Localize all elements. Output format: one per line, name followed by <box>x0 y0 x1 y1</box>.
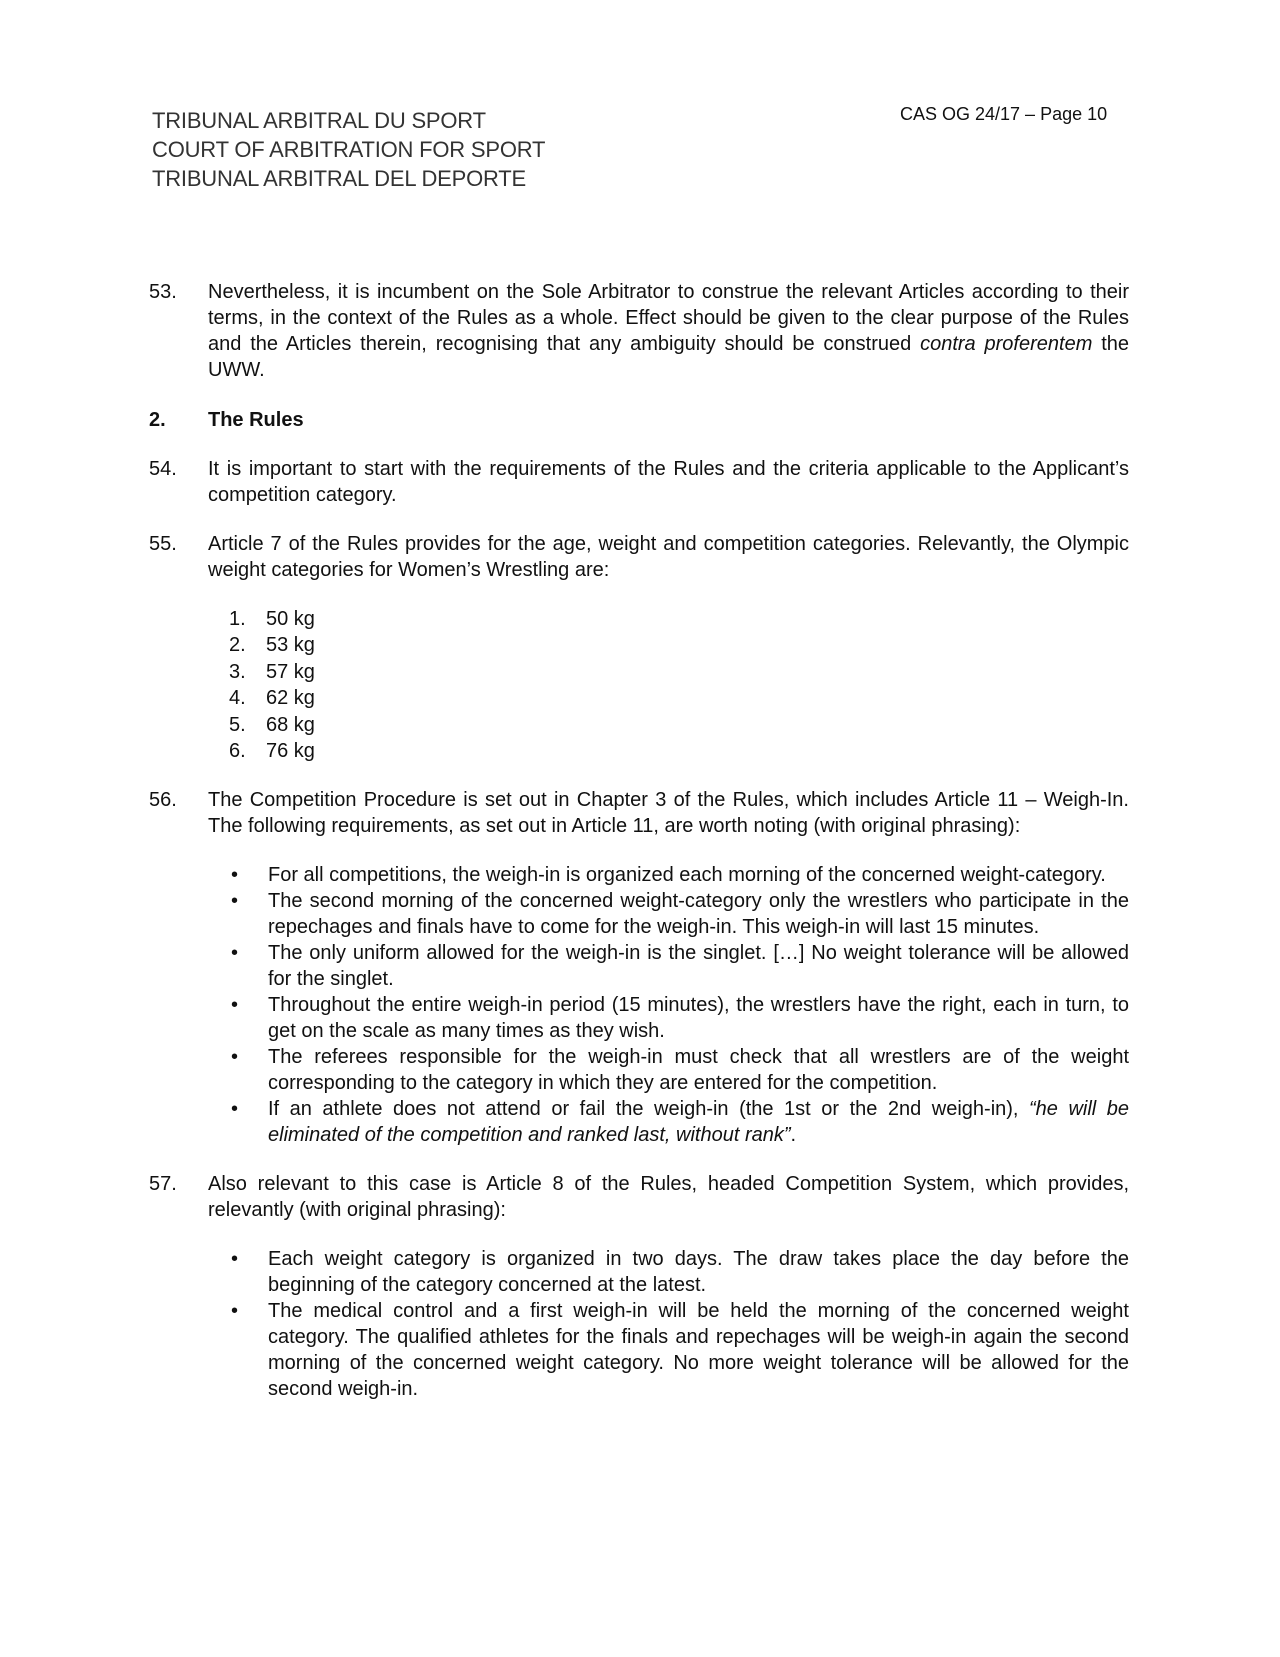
section-number: 2. <box>149 409 166 431</box>
weight-label: 57 kg <box>266 660 315 683</box>
text-run: the UWW. <box>208 333 1130 381</box>
bullet-icon: • <box>231 1248 239 1271</box>
paragraph-text: Article 7 of the Rules provides for the age, weight and competition categories. Relevantly, the Olympic weight categories for Women’s Wrestling are: <box>208 533 1129 581</box>
paragraph-57 <box>149 1171 1129 1223</box>
list-item <box>229 738 1129 764</box>
list-item <box>229 632 1129 658</box>
paragraph-text: Also relevant to this case is Article 8 of the Rules, headed Competition System, which provides, relevantly (with original phrasing): <box>208 1173 1129 1222</box>
list-item <box>229 1298 1129 1402</box>
bullet-text: Each weight category is organized in two days. The draw takes place the day before the beginning of the category concerned at the latest. <box>268 1248 1129 1297</box>
paragraph-54 <box>149 456 1129 508</box>
weigh-in-requirements-list <box>149 862 1129 1148</box>
list-item <box>229 888 1129 940</box>
weight-label: 62 kg <box>266 687 315 710</box>
paragraph-text <box>208 279 1129 383</box>
list-item <box>229 659 1129 685</box>
list-number: 3. <box>229 660 246 683</box>
paragraph-number: 54. <box>149 458 177 480</box>
bullet-icon: • <box>231 1098 239 1121</box>
list-item <box>229 1246 1129 1298</box>
competition-system-list <box>149 1246 1129 1402</box>
paragraph-text: The Competition Procedure is set out in Chapter 3 of the Rules, which includes Article 11 – Weigh-In. The following requirements, as set out in Article 11, are worth noting (with original phrasing): <box>208 789 1129 838</box>
list-number: 1. <box>229 608 246 630</box>
paragraph-56 <box>149 787 1129 839</box>
bullet-text <box>268 1096 1129 1148</box>
court-letterhead <box>152 106 545 193</box>
bullet-text: The only uniform allowed for the weigh-in is the singlet. […] No weight tolerance will be allowed for the singlet. <box>268 942 1129 991</box>
bullet-text: For all competitions, the weigh-in is organized each morning of the concerned weight-category. <box>268 864 1106 887</box>
weight-label: 50 kg <box>266 608 315 630</box>
list-item <box>229 606 1129 632</box>
list-item <box>229 940 1129 992</box>
paragraph-text: It is important to start with the requirements of the Rules and the criteria applicable to the Applicant’s competition category. <box>208 458 1129 506</box>
bullet-icon: • <box>231 1046 239 1069</box>
list-item <box>229 1044 1129 1096</box>
weight-label: 68 kg <box>266 713 315 736</box>
paragraph-53 <box>149 279 1129 383</box>
bullet-icon: • <box>231 942 239 965</box>
bullet-text: The second morning of the concerned weight-category only the wrestlers who participate in the repechages and finals have to come for the weigh-in. This weigh-in will last 15 minutes. <box>268 890 1129 939</box>
letterhead-line-spanish: TRIBUNAL ARBITRAL DEL DEPORTE <box>152 166 527 191</box>
quoted-rule: “he will be eliminated of the competition and ranked last, without rank” <box>268 1098 1129 1147</box>
list-item <box>229 1096 1129 1148</box>
paragraph-number: 53. <box>149 281 177 303</box>
paragraph-number: 55. <box>149 533 177 555</box>
bullet-icon: • <box>231 890 239 913</box>
list-number: 2. <box>229 634 246 657</box>
section-heading <box>149 407 1129 433</box>
text-run: . <box>790 1124 797 1147</box>
weight-label: 53 kg <box>266 634 315 657</box>
bullet-text: The referees responsible for the weigh-in must check that all wrestlers are of the weight corresponding to the category in which they are entered for the competition. <box>268 1046 1129 1095</box>
bullet-icon: • <box>231 864 239 887</box>
list-item <box>229 862 1129 888</box>
weight-category-list <box>149 606 1129 764</box>
text-run: Nevertheless, it is incumbent on the Sole Arbitrator to construe the relevant Articles according to their terms, in the context of the Rules as a whole. Effect should be given to the clear purpose of the Rules and the Articles therein, recognising that any ambiguity should be construed <box>208 281 1129 355</box>
document-body <box>149 279 1129 1402</box>
bullet-text: The medical control and a first weigh-in will be held the morning of the concerned weight category. The qualified athletes for the finals and repechages will be weigh-in again the second morning of the concerned weight category. No more weight tolerance will be allowed for the second weigh-in. <box>268 1300 1129 1401</box>
list-item <box>229 685 1129 711</box>
weight-label: 76 kg <box>266 739 315 762</box>
list-number: 5. <box>229 713 246 736</box>
letterhead-line-french: TRIBUNAL ARBITRAL DU SPORT <box>152 108 486 133</box>
bullet-text: Throughout the entire weigh-in period (15 minutes), the wrestlers have the right, each in turn, to get on the scale as many times as they wish. <box>268 994 1129 1043</box>
paragraph-number: 56. <box>149 789 177 812</box>
list-number: 6. <box>229 739 246 762</box>
section-title: The Rules <box>208 409 304 431</box>
bullet-icon: • <box>231 994 239 1017</box>
paragraph-number: 57. <box>149 1173 177 1196</box>
list-item <box>229 712 1129 738</box>
list-item <box>229 992 1129 1044</box>
paragraph-55 <box>149 531 1129 583</box>
letterhead-line-english: COURT OF ARBITRATION FOR SPORT <box>152 137 546 162</box>
list-number: 4. <box>229 687 246 710</box>
bullet-icon: • <box>231 1300 239 1323</box>
case-page-reference: CAS OG 24/17 – Page 10 <box>900 104 1108 124</box>
text-run: If an athlete does not attend or fail the weigh-in (the 1st or the 2nd weigh-in), <box>268 1098 1030 1121</box>
latin-phrase: contra proferentem <box>920 333 1093 355</box>
